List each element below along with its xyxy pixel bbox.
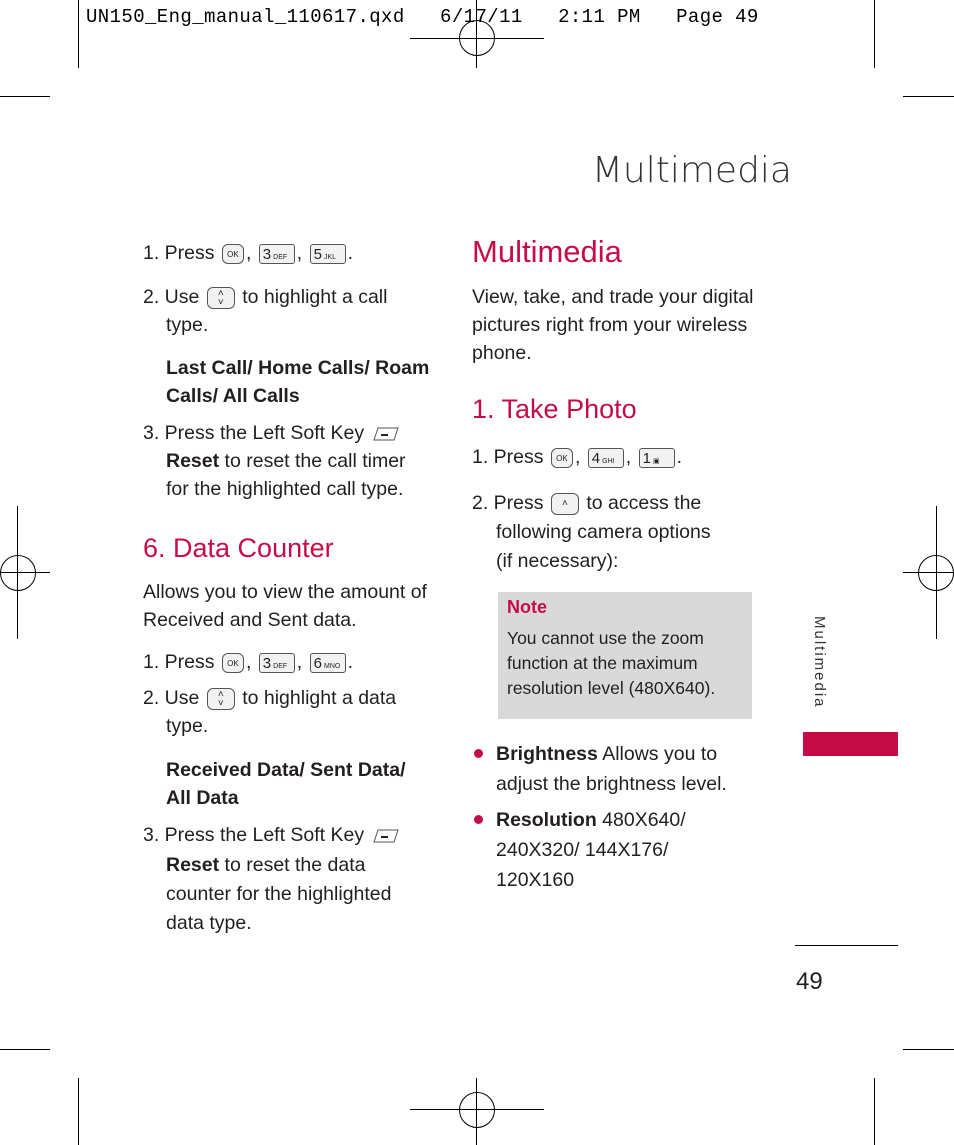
- data-counter-desc: Allows you to view the amount of Received and Sent data.: [143, 581, 427, 631]
- step-2: 2. Use ˄ ˅ to highlight a call: [143, 286, 388, 308]
- side-tab-bar: [803, 732, 898, 756]
- registration-mark: [918, 555, 954, 591]
- step-1: 1. Press OK , 3 DEF , 5 JKL .: [143, 242, 354, 264]
- dc-step-2: 2. Use ˄ ˅ to highlight a data: [143, 687, 397, 709]
- step-2-cont: type.: [166, 314, 209, 336]
- step-3: 3. Press the Left Soft Key: [143, 419, 402, 447]
- crop-mark: [903, 96, 954, 97]
- tp-step-2-cont: following camera options (if necessary):: [496, 521, 711, 572]
- crop-mark: [874, 0, 875, 68]
- nav-key-icon: ˄ ˅: [207, 688, 235, 710]
- key-3-icon: 3 DEF: [259, 244, 295, 264]
- brightness-item: Brightness Allows you to adjust the brightness level.: [496, 743, 727, 795]
- key-3-icon: 3 DEF: [259, 653, 295, 673]
- crop-mark: [874, 1078, 875, 1145]
- key-6-icon: 6 MNO: [310, 653, 346, 673]
- section-heading-data-counter: 6. Data Counter: [143, 533, 334, 563]
- crop-mark: [0, 1049, 50, 1050]
- key-4-icon: 4 GHI: [588, 448, 624, 468]
- page-number: 49: [796, 968, 823, 995]
- up-key-icon: ˄: [551, 493, 579, 515]
- note-title: Note: [507, 597, 547, 617]
- section-heading-take-photo: 1. Take Photo: [472, 394, 637, 424]
- side-tab-label: Multimedia: [811, 616, 828, 709]
- note-body: You cannot use the zoom function at the maximum resolution level (480X640).: [507, 628, 716, 698]
- tp-step-2: 2. Press ˄ to access the: [472, 492, 702, 514]
- step-3-cont2: for the highlighted call type.: [166, 478, 404, 500]
- section-heading-multimedia: Multimedia: [472, 234, 622, 269]
- tp-step-1: 1. Press OK , 4 GHI , 1 ▣ .: [472, 446, 683, 468]
- crop-mark: [78, 0, 79, 68]
- registration-mark: [459, 1092, 495, 1128]
- step-3-cont: Reset to reset the call timer: [166, 450, 406, 472]
- crop-mark: [78, 1078, 79, 1145]
- ok-key-icon: OK: [222, 653, 244, 673]
- page-number-rule: [795, 945, 898, 946]
- data-type-options: Received Data/ Sent Data/ All Data: [166, 759, 406, 809]
- call-type-options: Last Call/ Home Calls/ Roam Calls/ All Calls: [166, 357, 430, 407]
- dc-step-3-cont: Reset to reset the data: [166, 854, 366, 876]
- ok-key-icon: OK: [222, 244, 244, 264]
- key-5-icon: 5 JKL: [310, 244, 346, 264]
- crop-mark: [0, 96, 50, 97]
- bullet-icon: [474, 749, 483, 758]
- left-soft-key-icon: [372, 828, 400, 844]
- dc-step-1: 1. Press OK , 3 DEF , 6 MNO .: [143, 651, 354, 673]
- key-1-icon: 1 ▣: [639, 448, 675, 468]
- left-soft-key-icon: [372, 426, 400, 442]
- dc-step-2-cont: type.: [166, 715, 209, 737]
- print-header: UN150_Eng_manual_110617.qxd 6/17/11 2:11 PM Page 49: [86, 6, 759, 28]
- bullet-icon: [474, 815, 483, 824]
- page-title: Multimedia: [591, 150, 792, 191]
- dc-step-3: 3. Press the Left Soft Key: [143, 821, 402, 849]
- ok-key-icon: OK: [551, 448, 573, 468]
- note-box: [498, 592, 752, 719]
- dc-step-3-cont2: counter for the highlighted data type.: [166, 883, 392, 934]
- registration-mark: [0, 555, 36, 591]
- multimedia-desc: View, take, and trade your digital pictures right from your wireless phone.: [472, 286, 754, 364]
- crop-mark: [903, 1049, 954, 1050]
- resolution-item: Resolution 480X640/ 240X320/ 144X176/ 120X160: [496, 809, 686, 891]
- nav-key-icon: ˄ ˅: [207, 287, 235, 309]
